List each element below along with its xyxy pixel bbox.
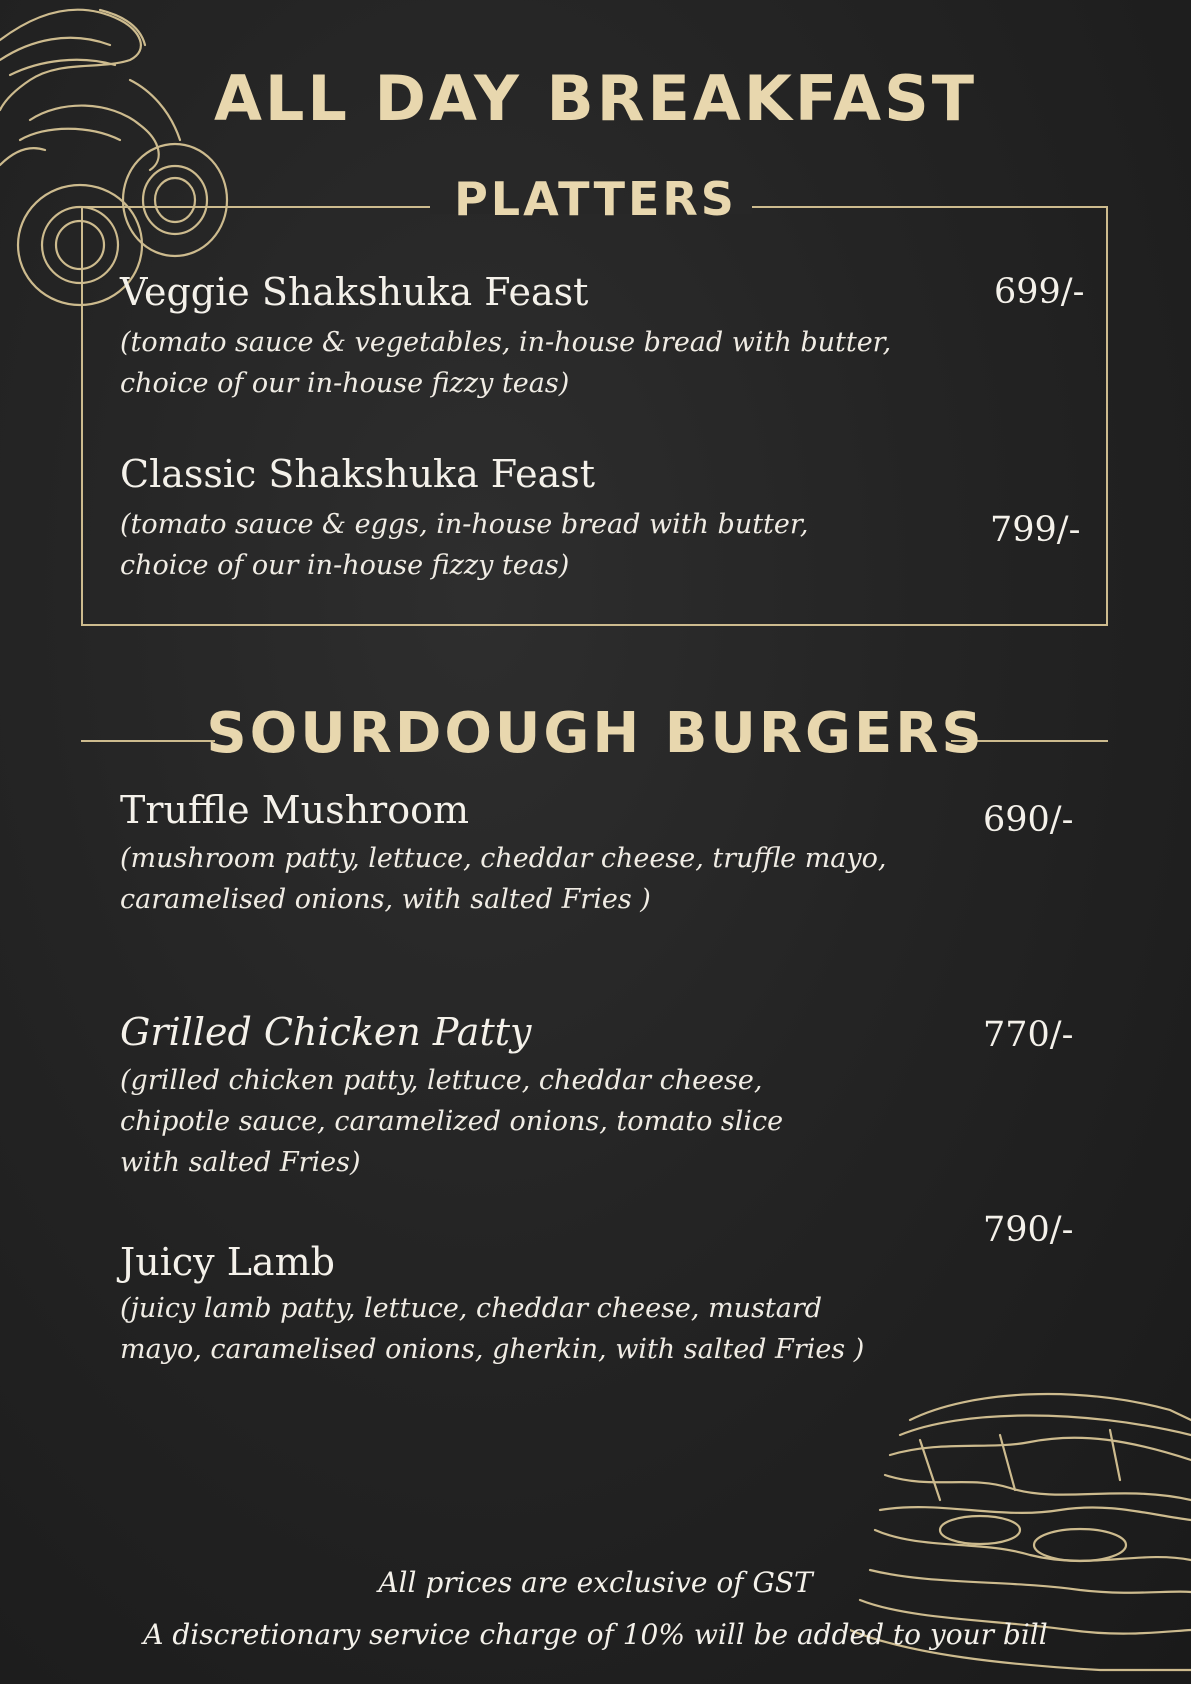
item-description-grilled-chicken-patty: (grilled chicken patty, lettuce, cheddar cheese, chipotle sauce, caramelized onions, tomato slice with salted Fries) — [120, 1065, 784, 1178]
item-name-juicy-lamb: Juicy Lamb — [120, 1240, 335, 1284]
section-title-platters: PLATTERS — [454, 172, 737, 226]
item-price-juicy-lamb: 790/- — [983, 1210, 1074, 1250]
item-description-classic-shakshuka: (tomato sauce & eggs, in-house bread with butter, choice of our in-house fizzy teas) — [120, 509, 809, 581]
page-title: ALL DAY BREAKFAST — [213, 62, 978, 135]
item-description-juicy-lamb: (juicy lamb patty, lettuce, cheddar cheese, mustard mayo, caramelised onions, gherkin, with salted Fries ) — [120, 1293, 865, 1365]
gst-note: All prices are exclusive of GST — [378, 1566, 813, 1599]
section-title-sourdough-burgers: SOURDOUGH BURGERS — [206, 701, 985, 766]
service-charge-note: A discretionary service charge of 10% will be added to your bill — [143, 1618, 1048, 1651]
item-description-truffle-mushroom: (mushroom patty, lettuce, cheddar cheese, truffle mayo, caramelised onions, with salted Fries ) — [120, 843, 887, 915]
item-price-veggie-shakshuka: 699/- — [994, 272, 1085, 312]
item-price-classic-shakshuka: 799/- — [990, 510, 1081, 550]
item-name-veggie-shakshuka: Veggie Shakshuka Feast — [120, 270, 589, 314]
item-name-classic-shakshuka: Classic Shakshuka Feast — [120, 452, 595, 496]
item-price-truffle-mushroom: 690/- — [983, 800, 1074, 840]
item-description-veggie-shakshuka: (tomato sauce & vegetables, in-house bread with butter, choice of our in-house fizzy teas) — [120, 327, 892, 399]
item-price-grilled-chicken-patty: 770/- — [983, 1015, 1074, 1055]
item-name-grilled-chicken-patty: Grilled Chicken Patty — [120, 1010, 532, 1054]
item-name-truffle-mushroom: Truffle Mushroom — [120, 788, 470, 832]
